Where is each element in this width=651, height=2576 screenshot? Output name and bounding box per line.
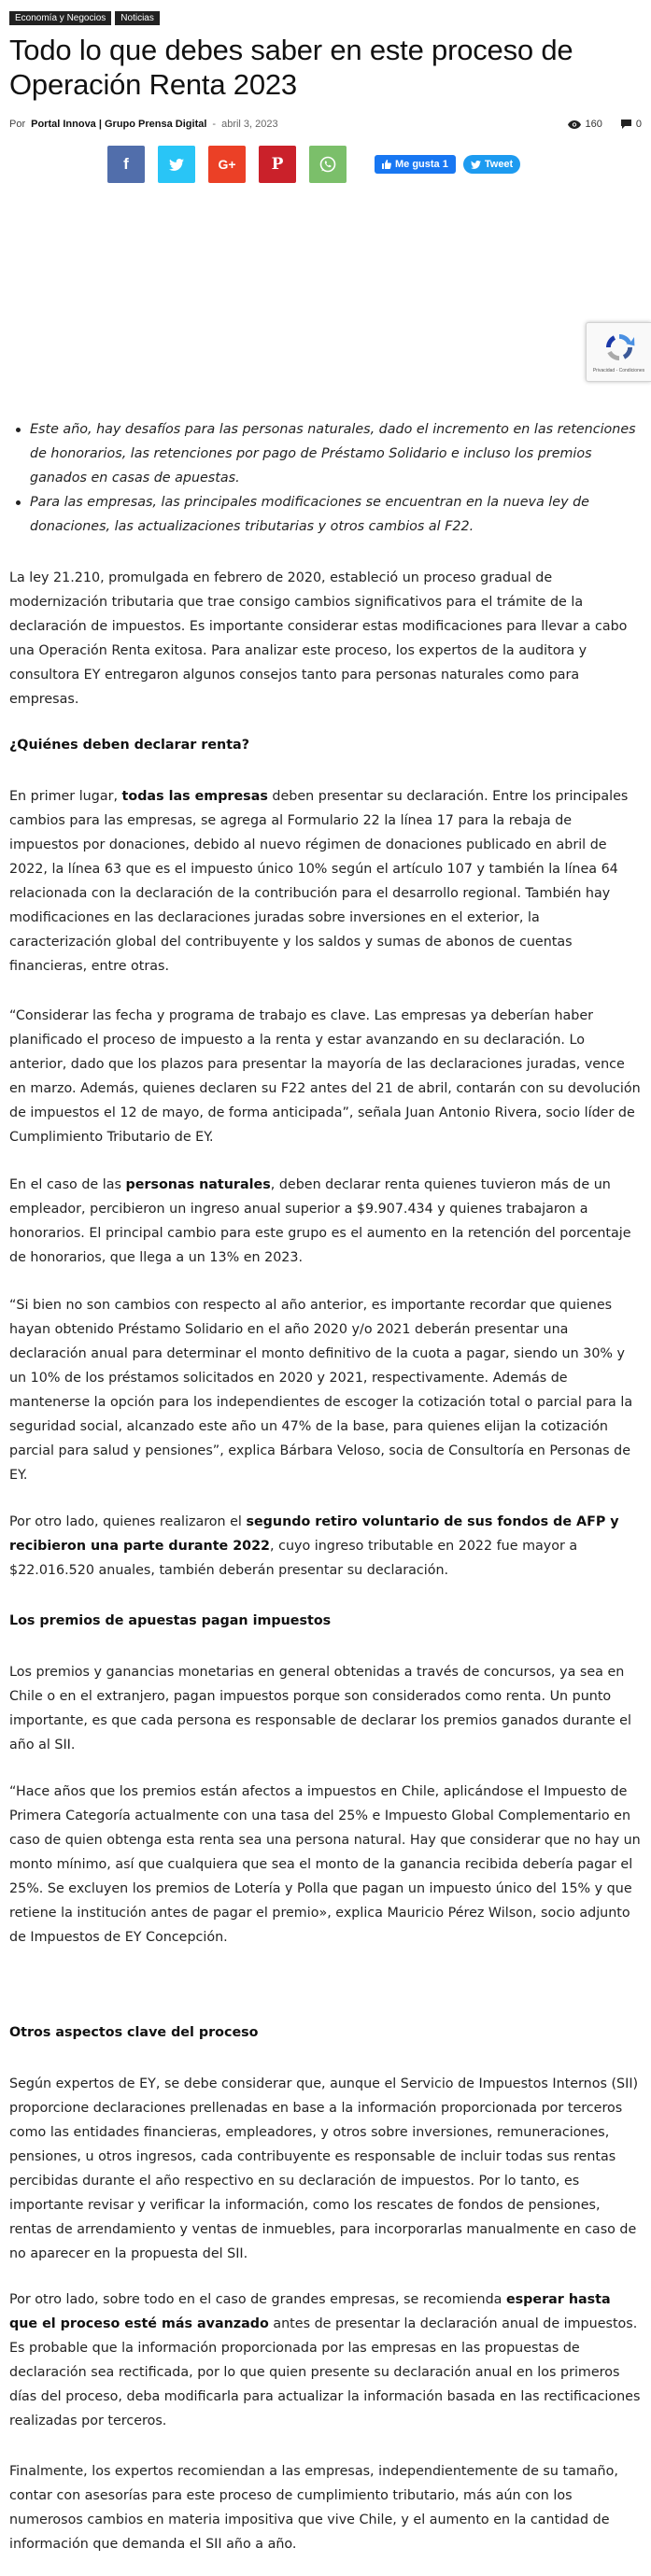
- share-bar: [9, 146, 651, 183]
- body-paragraph: Según expertos de EY, se debe considerar que, aunque el Servicio de Impuestos Internos (SII) proporcione declaraciones prellenadas en base a la información proporcionada por terceros como las entidades financieras, empleadores, y otros sobre inversiones, remuneraciones, pensiones, u otros ingresos, cada contribuyente es responsable de incluir todas sus rentas percibidas durante el año respectivo en su declaración de impuestos. Por lo tanto, es importante revisar y verificar la información, como los rescates de fondos de pensiones, rentas de arrendamiento y ventas de inmuebles, para incorporarlas manualmente en caso de no aparecer en la propuesta del SII.: [9, 2076, 639, 2261]
- body-paragraph: Los premios y ganancias monetarias en general obtenidas a través de concursos, ya sea en Chile o en el extranjero, pagan impuestos porque son considerados como renta. Un punto importante, es que cada persona es responsable de declarar los premios ganados durante el año al SII.: [9, 1665, 631, 1753]
- pinterest-icon: P: [271, 155, 284, 174]
- views-counter: [568, 119, 602, 130]
- share-pinterest-button[interactable]: [259, 146, 296, 183]
- comments-count: 0: [635, 119, 642, 130]
- article-meta: [9, 117, 642, 132]
- publish-date: abril 3, 2023: [221, 119, 278, 130]
- article-stats: [568, 119, 642, 130]
- byline: [9, 119, 278, 130]
- recaptcha-icon: [602, 331, 636, 364]
- tweet-label: Tweet: [484, 159, 514, 170]
- body-paragraph: En el caso de las personas naturales, deben declarar renta quienes tuvieron más de un empleador, percibieron un ingreso anual superior a $9.907.434 y quienes trabajaron a honorarios. El principal cambio para este grupo es el aumento en la retención del porcentaje de honorarios, que llega a un 13% en 2023.: [9, 1177, 631, 1265]
- comments-counter[interactable]: [621, 119, 642, 130]
- like-label: Me gusta 1: [395, 159, 448, 170]
- body-paragraph: En primer lugar, todas las empresas deben presentar su declaración. Entre los principales cambios para las empresas, se agrega al Formulario 22 la línea 17 para la rebaja de impuestos por donaciones, debido al nuevo régimen de donaciones publicado en abril de 2022, la línea 63 que es el impuesto único 10% según el artículo 107 y también la línea 64 relacionada con la declaración de la contribución para el desarrollo regional. También hay modificaciones en las declaraciones juradas sobre inversiones en el exterior, la caracterización global del contribuyente y los saldos y sumas de abonos de cuentas financieras, entre otras.: [9, 789, 629, 974]
- share-twitter-button[interactable]: [158, 146, 195, 183]
- body-paragraph: Por otro lado, sobre todo en el caso de grandes empresas, se recomienda esperar hasta que el proceso esté más avanzado antes de presentar la declaración anual de impuestos. Es probable que la información proporcionada por las empresas en las propuestas de declaración sea rectificada, por lo que quien presente su declaración anual en los primeros días del proceso, deba modificarla para actualizar la información basada en las rectificaciones realizadas por terceros.: [9, 2292, 641, 2428]
- thumbs-up-icon: [382, 160, 391, 169]
- whatsapp-icon: [319, 156, 336, 173]
- twitter-icon: [169, 159, 184, 171]
- body-paragraph: Finalmente, los expertos recomiendan a las empresas, independientemente de su tamaño, contar con asesorías para este proceso de cumplimiento tributario, más aún con los numerosos cambios en materia impositiva que vive Chile, y el aumento en la cantidad de información que demanda el SII año a año.: [9, 2464, 618, 2552]
- views-count: 160: [585, 119, 602, 130]
- quote-paragraph: “Hace años que los premios están afectos a impuestos en Chile, aplicándose el Impuesto de Primera Categoría actualmente con una tasa del 25% e Impuesto Global Complementario en caso de quien obtenga esta renta sea una persona natural. Hay que considerar que no hay un monto mínimo, así que cualquiera que sea el monto de la ganancia recibida debería pagar el 25%. Se excluyen los premios de Lotería y Polla que pagan un impuesto único del 15% y que retiene la institución antes de pagar el premio», explica Mauricio Pérez Wilson, socio adjunto de Impuestos de EY Concepción.: [9, 1784, 641, 1945]
- category-tags: [9, 0, 651, 25]
- comment-icon: [621, 120, 631, 129]
- twitter-bird-icon: [471, 161, 481, 169]
- author-link[interactable]: Portal Innova | Grupo Prensa Digital: [31, 119, 207, 130]
- summary-item: Para las empresas, las principales modificaciones se encuentran en la nueva ley de donaciones, las actualizaciones tributarias y otros cambios al F22.: [9, 490, 643, 539]
- body-paragraph: La ley 21.210, promulgada en febrero de 2020, estableció un proceso gradual de modernización tributaria que trae consigo cambios significativos para el trámite de la declaración de impuestos. Es importante considerar estas modificaciones para llevar a cabo una Operación Renta exitosa. Para analizar este proceso, los expertos de la auditora y consultora EY entregaron algunos consejos tanto para personas naturales como para empresas.: [9, 570, 628, 707]
- googleplus-icon: G+: [218, 157, 236, 172]
- share-googleplus-button[interactable]: [208, 146, 246, 183]
- facebook-like-button[interactable]: [375, 155, 456, 174]
- section-heading: Los premios de apuestas pagan impuestos: [9, 1613, 332, 1628]
- category-tag-economia[interactable]: Economía y Negocios: [9, 11, 111, 25]
- body-paragraph: Por otro lado, quienes realizaron el segundo retiro voluntario de sus fondos de AFP y recibieron una parte durante 2022, cuyo ingreso tributable en 2022 fue mayor a $22.016.520 anuales, también deberán presentar su declaración.: [9, 1514, 619, 1578]
- eye-icon: [568, 120, 581, 129]
- recaptcha-footer[interactable]: Privacidad - Condiciones: [592, 368, 645, 373]
- byline-prefix: Por: [9, 119, 26, 130]
- summary-list: [9, 417, 643, 539]
- quote-paragraph: “Considerar las fecha y programa de trabajo es clave. Las empresas ya deberían haber planificado el proceso de impuesto a la renta y estar avanzando en su declaración. Lo anterior, dado que los plazos para presentar la mayoría de las declaraciones juradas, vence en marzo. Además, quienes declaren su F22 antes del 21 de abril, contarán con su devolución de impuestos el 12 de mayo, de forma anticipada”, señala Juan Antonio Rivera, socio líder de Cumplimiento Tributario de EY.: [9, 1008, 641, 1145]
- category-tag-noticias[interactable]: Noticias: [115, 11, 160, 25]
- section-heading: Otros aspectos clave del proceso: [9, 2025, 259, 2040]
- summary-item: Este año, hay desafíos para las personas naturales, dado el incremento en las retenciones de honorarios, las retenciones por pago de Préstamo Solidario e incluso los premios ganados en casas de apuestas.: [9, 417, 643, 490]
- byline-separator: -: [212, 119, 217, 130]
- social-widgets: [375, 155, 520, 174]
- article-title: Todo lo que debes saber en este proceso de Operación Renta 2023: [9, 34, 573, 101]
- recaptcha-badge[interactable]: [586, 322, 651, 382]
- share-whatsapp-button[interactable]: [309, 146, 347, 183]
- section-heading: ¿Quiénes deben declarar renta?: [9, 738, 249, 753]
- facebook-icon: f: [123, 155, 129, 173]
- share-facebook-button[interactable]: [107, 146, 145, 183]
- quote-paragraph: “Si bien no son cambios con respecto al año anterior, es importante recordar que quienes hayan obtenido Préstamo Solidario en el año 2020 y/o 2021 deberán presentar una declaración anual para determinar el monto definitivo de la cuota a pagar, siendo un 30% y un 10% de los préstamos solicitados en 2020 y 2021, respectivamente. Además de mantenerse la opción para los independientes de escoger la cotización total o parcial para la seguridad social, alcanzado este año un 47% de la base, para quienes elijan la cotización parcial para salud y pensiones”, explica Bárbara Veloso, socia de Consultoría en Personas de EY.: [9, 1298, 633, 1483]
- tweet-button[interactable]: [463, 155, 520, 174]
